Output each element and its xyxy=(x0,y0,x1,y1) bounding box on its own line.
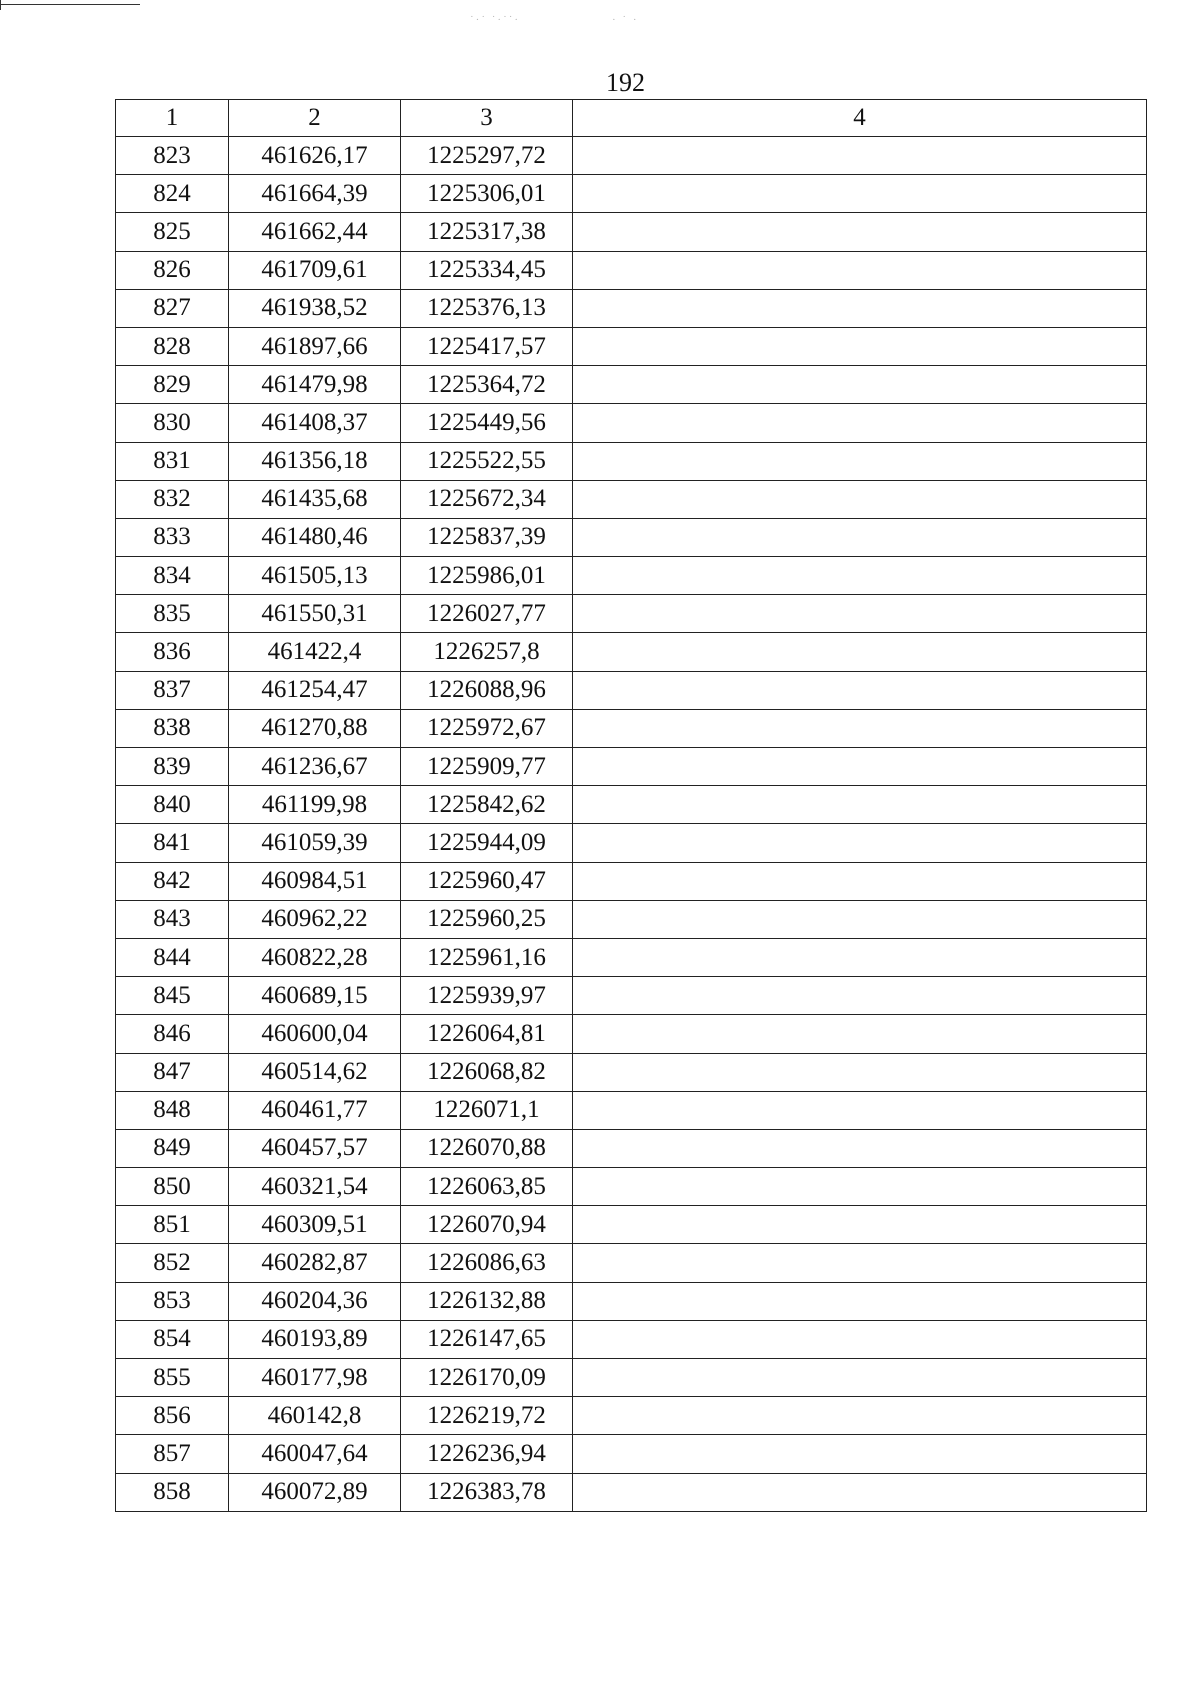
table-row xyxy=(116,1244,1147,1282)
table-row xyxy=(116,557,1147,595)
table-row xyxy=(116,709,1147,747)
cell-point-number: 829 xyxy=(116,366,229,404)
cell-point-number: 848 xyxy=(116,1091,229,1129)
cell-x-coordinate: 460193,89 xyxy=(229,1320,401,1358)
cell-x-coordinate: 460457,57 xyxy=(229,1129,401,1167)
cell-point-number: 857 xyxy=(116,1435,229,1473)
table-row xyxy=(116,480,1147,518)
cell-point-number: 847 xyxy=(116,1053,229,1091)
cell-notes xyxy=(573,213,1147,251)
cell-point-number: 845 xyxy=(116,977,229,1015)
cell-y-coordinate: 1226383,78 xyxy=(401,1473,573,1511)
cell-point-number: 827 xyxy=(116,289,229,327)
cell-y-coordinate: 1226257,8 xyxy=(401,633,573,671)
cell-y-coordinate: 1225939,97 xyxy=(401,977,573,1015)
cell-y-coordinate: 1226063,85 xyxy=(401,1168,573,1206)
cell-notes xyxy=(573,1359,1147,1397)
cell-x-coordinate: 461408,37 xyxy=(229,404,401,442)
cell-x-coordinate: 460461,77 xyxy=(229,1091,401,1129)
cell-y-coordinate: 1226064,81 xyxy=(401,1015,573,1053)
cell-x-coordinate: 461435,68 xyxy=(229,480,401,518)
table-row xyxy=(116,1473,1147,1511)
column-header-y-coordinate: 3 xyxy=(401,100,573,137)
cell-y-coordinate: 1226219,72 xyxy=(401,1397,573,1435)
cell-y-coordinate: 1225449,56 xyxy=(401,404,573,442)
cell-notes xyxy=(573,137,1147,175)
cell-x-coordinate: 461422,4 xyxy=(229,633,401,671)
scan-edge-line xyxy=(0,4,140,5)
cell-x-coordinate: 460321,54 xyxy=(229,1168,401,1206)
cell-x-coordinate: 460142,8 xyxy=(229,1397,401,1435)
table-row xyxy=(116,786,1147,824)
cell-point-number: 823 xyxy=(116,137,229,175)
cell-notes xyxy=(573,709,1147,747)
cell-y-coordinate: 1225334,45 xyxy=(401,251,573,289)
cell-y-coordinate: 1225944,09 xyxy=(401,824,573,862)
cell-x-coordinate: 461662,44 xyxy=(229,213,401,251)
cell-y-coordinate: 1225317,38 xyxy=(401,213,573,251)
cell-x-coordinate: 460600,04 xyxy=(229,1015,401,1053)
cell-notes xyxy=(573,748,1147,786)
cell-notes xyxy=(573,1435,1147,1473)
cell-y-coordinate: 1225364,72 xyxy=(401,366,573,404)
cell-y-coordinate: 1226236,94 xyxy=(401,1435,573,1473)
cell-x-coordinate: 461709,61 xyxy=(229,251,401,289)
cell-notes xyxy=(573,633,1147,671)
cell-x-coordinate: 461254,47 xyxy=(229,671,401,709)
cell-point-number: 854 xyxy=(116,1320,229,1358)
table-row xyxy=(116,251,1147,289)
table-row xyxy=(116,404,1147,442)
table-row xyxy=(116,137,1147,175)
column-header-point-number: 1 xyxy=(116,100,229,137)
table-row xyxy=(116,671,1147,709)
cell-notes xyxy=(573,518,1147,556)
cell-point-number: 826 xyxy=(116,251,229,289)
coordinates-table xyxy=(115,99,1147,1512)
table-row xyxy=(116,518,1147,556)
column-header-x-coordinate: 2 xyxy=(229,100,401,137)
cell-notes xyxy=(573,938,1147,976)
table-row xyxy=(116,1435,1147,1473)
cell-notes xyxy=(573,1282,1147,1320)
cell-y-coordinate: 1225417,57 xyxy=(401,327,573,365)
cell-point-number: 850 xyxy=(116,1168,229,1206)
cell-x-coordinate: 460177,98 xyxy=(229,1359,401,1397)
cell-notes xyxy=(573,251,1147,289)
cell-x-coordinate: 460962,22 xyxy=(229,900,401,938)
cell-point-number: 840 xyxy=(116,786,229,824)
cell-point-number: 844 xyxy=(116,938,229,976)
cell-x-coordinate: 460204,36 xyxy=(229,1282,401,1320)
table-row xyxy=(116,1397,1147,1435)
cell-point-number: 856 xyxy=(116,1397,229,1435)
table-row xyxy=(116,977,1147,1015)
cell-y-coordinate: 1225909,77 xyxy=(401,748,573,786)
cell-point-number: 851 xyxy=(116,1206,229,1244)
table-row xyxy=(116,1053,1147,1091)
cell-notes xyxy=(573,1397,1147,1435)
cell-point-number: 855 xyxy=(116,1359,229,1397)
cell-notes xyxy=(573,786,1147,824)
cell-point-number: 838 xyxy=(116,709,229,747)
cell-notes xyxy=(573,404,1147,442)
table-row xyxy=(116,938,1147,976)
cell-y-coordinate: 1225376,13 xyxy=(401,289,573,327)
cell-y-coordinate: 1225960,25 xyxy=(401,900,573,938)
cell-point-number: 830 xyxy=(116,404,229,442)
cell-x-coordinate: 461236,67 xyxy=(229,748,401,786)
cell-y-coordinate: 1226070,88 xyxy=(401,1129,573,1167)
cell-notes xyxy=(573,977,1147,1015)
cell-point-number: 831 xyxy=(116,442,229,480)
table-row xyxy=(116,175,1147,213)
table-row xyxy=(116,633,1147,671)
table-row xyxy=(116,1320,1147,1358)
scan-noise-mark: ˙·˙ ˙·˙˙· xyxy=(470,14,521,26)
cell-notes xyxy=(573,862,1147,900)
cell-notes xyxy=(573,824,1147,862)
cell-point-number: 852 xyxy=(116,1244,229,1282)
cell-x-coordinate: 460984,51 xyxy=(229,862,401,900)
cell-x-coordinate: 461270,88 xyxy=(229,709,401,747)
cell-notes xyxy=(573,1206,1147,1244)
cell-y-coordinate: 1225986,01 xyxy=(401,557,573,595)
cell-x-coordinate: 461664,39 xyxy=(229,175,401,213)
cell-x-coordinate: 460072,89 xyxy=(229,1473,401,1511)
scan-edge-tick xyxy=(0,0,1,10)
cell-point-number: 846 xyxy=(116,1015,229,1053)
cell-y-coordinate: 1225961,16 xyxy=(401,938,573,976)
cell-point-number: 837 xyxy=(116,671,229,709)
cell-x-coordinate: 461356,18 xyxy=(229,442,401,480)
table-row xyxy=(116,862,1147,900)
column-header-notes: 4 xyxy=(573,100,1147,137)
cell-y-coordinate: 1225672,34 xyxy=(401,480,573,518)
cell-x-coordinate: 461199,98 xyxy=(229,786,401,824)
table-row xyxy=(116,366,1147,404)
cell-x-coordinate: 460822,28 xyxy=(229,938,401,976)
cell-notes xyxy=(573,1129,1147,1167)
table-row xyxy=(116,1206,1147,1244)
cell-notes xyxy=(573,289,1147,327)
cell-notes xyxy=(573,671,1147,709)
cell-notes xyxy=(573,1091,1147,1129)
cell-notes xyxy=(573,1168,1147,1206)
table-row xyxy=(116,824,1147,862)
cell-point-number: 843 xyxy=(116,900,229,938)
cell-point-number: 853 xyxy=(116,1282,229,1320)
cell-point-number: 835 xyxy=(116,595,229,633)
cell-point-number: 828 xyxy=(116,327,229,365)
cell-x-coordinate: 461550,31 xyxy=(229,595,401,633)
cell-notes xyxy=(573,900,1147,938)
cell-x-coordinate: 460514,62 xyxy=(229,1053,401,1091)
cell-x-coordinate: 461479,98 xyxy=(229,366,401,404)
cell-y-coordinate: 1226027,77 xyxy=(401,595,573,633)
table-row xyxy=(116,327,1147,365)
page-number: 192 xyxy=(606,68,645,97)
cell-x-coordinate: 460047,64 xyxy=(229,1435,401,1473)
cell-point-number: 841 xyxy=(116,824,229,862)
cell-point-number: 842 xyxy=(116,862,229,900)
table-row xyxy=(116,1359,1147,1397)
cell-y-coordinate: 1226170,09 xyxy=(401,1359,573,1397)
table-row xyxy=(116,1015,1147,1053)
cell-y-coordinate: 1225306,01 xyxy=(401,175,573,213)
cell-x-coordinate: 460309,51 xyxy=(229,1206,401,1244)
cell-notes xyxy=(573,1473,1147,1511)
table-row xyxy=(116,900,1147,938)
cell-y-coordinate: 1225522,55 xyxy=(401,442,573,480)
table-row xyxy=(116,1129,1147,1167)
cell-notes xyxy=(573,595,1147,633)
table-row xyxy=(116,289,1147,327)
cell-point-number: 824 xyxy=(116,175,229,213)
cell-point-number: 834 xyxy=(116,557,229,595)
table-body xyxy=(116,137,1147,1512)
cell-y-coordinate: 1225960,47 xyxy=(401,862,573,900)
table-header-row xyxy=(116,100,1147,137)
cell-y-coordinate: 1226086,63 xyxy=(401,1244,573,1282)
cell-x-coordinate: 460689,15 xyxy=(229,977,401,1015)
cell-y-coordinate: 1225972,67 xyxy=(401,709,573,747)
cell-point-number: 849 xyxy=(116,1129,229,1167)
cell-y-coordinate: 1225297,72 xyxy=(401,137,573,175)
cell-point-number: 833 xyxy=(116,518,229,556)
cell-y-coordinate: 1226071,1 xyxy=(401,1091,573,1129)
cell-x-coordinate: 460282,87 xyxy=(229,1244,401,1282)
cell-notes xyxy=(573,327,1147,365)
cell-notes xyxy=(573,366,1147,404)
cell-notes xyxy=(573,442,1147,480)
cell-point-number: 825 xyxy=(116,213,229,251)
cell-x-coordinate: 461897,66 xyxy=(229,327,401,365)
cell-notes xyxy=(573,1244,1147,1282)
table-row xyxy=(116,595,1147,633)
table-row xyxy=(116,1282,1147,1320)
scan-noise-mark: · ˙ · xyxy=(612,14,639,26)
cell-notes xyxy=(573,1053,1147,1091)
cell-y-coordinate: 1226132,88 xyxy=(401,1282,573,1320)
cell-notes xyxy=(573,557,1147,595)
table-row xyxy=(116,1091,1147,1129)
table-row xyxy=(116,213,1147,251)
cell-x-coordinate: 461480,46 xyxy=(229,518,401,556)
cell-notes xyxy=(573,1320,1147,1358)
table-row xyxy=(116,1168,1147,1206)
cell-y-coordinate: 1226088,96 xyxy=(401,671,573,709)
cell-x-coordinate: 461059,39 xyxy=(229,824,401,862)
cell-y-coordinate: 1226070,94 xyxy=(401,1206,573,1244)
cell-notes xyxy=(573,175,1147,213)
cell-point-number: 832 xyxy=(116,480,229,518)
cell-x-coordinate: 461626,17 xyxy=(229,137,401,175)
cell-notes xyxy=(573,1015,1147,1053)
cell-point-number: 858 xyxy=(116,1473,229,1511)
cell-point-number: 836 xyxy=(116,633,229,671)
cell-point-number: 839 xyxy=(116,748,229,786)
cell-y-coordinate: 1225842,62 xyxy=(401,786,573,824)
cell-x-coordinate: 461505,13 xyxy=(229,557,401,595)
cell-y-coordinate: 1226147,65 xyxy=(401,1320,573,1358)
table-row xyxy=(116,442,1147,480)
table-row xyxy=(116,748,1147,786)
cell-y-coordinate: 1226068,82 xyxy=(401,1053,573,1091)
cell-notes xyxy=(573,480,1147,518)
cell-x-coordinate: 461938,52 xyxy=(229,289,401,327)
cell-y-coordinate: 1225837,39 xyxy=(401,518,573,556)
